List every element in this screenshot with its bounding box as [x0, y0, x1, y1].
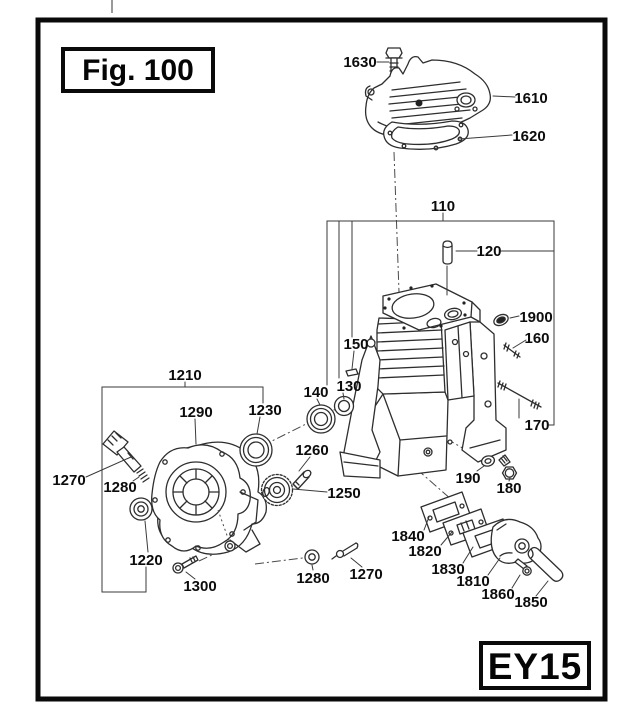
part-label-1210: 1210 — [168, 367, 202, 384]
oil-seal-1220-drawing — [130, 498, 152, 520]
pin-1850-drawing — [528, 548, 563, 582]
part-label-140: 140 — [303, 384, 329, 401]
part-label-1900: 1900 — [519, 309, 553, 326]
part-label-170: 170 — [524, 417, 550, 434]
part-label-1630: 1630 — [343, 54, 377, 71]
spring-1280a-drawing — [137, 469, 149, 482]
part-label-1820: 1820 — [408, 543, 442, 560]
part-label-120: 120 — [476, 243, 502, 260]
part-label-1830: 1830 — [431, 561, 465, 578]
part-label-130: 130 — [336, 378, 362, 395]
governor-gear-1250-drawing — [262, 475, 293, 506]
drain-plug-180-drawing — [499, 455, 517, 479]
part-label-180: 180 — [496, 480, 522, 497]
figure-title: Fig. 100 — [82, 54, 194, 87]
pin-1270b-drawing — [332, 543, 358, 559]
part-label-1840: 1840 — [391, 528, 425, 545]
part-label-1620: 1620 — [512, 128, 546, 145]
part-label-1250: 1250 — [327, 485, 361, 502]
part-label-160: 160 — [524, 330, 550, 347]
part-label-1220: 1220 — [129, 552, 163, 569]
head-gasket-1620-drawing — [384, 121, 469, 150]
bolt-1260-drawing — [293, 469, 312, 489]
part-label-1270a: 1270 — [52, 472, 86, 489]
washer-1280b-drawing — [305, 550, 319, 564]
part-label-1270b: 1270 — [349, 566, 383, 583]
part-label-1610: 1610 — [514, 90, 548, 107]
part-label-110: 110 — [430, 198, 456, 215]
part-label-1860: 1860 — [481, 586, 515, 603]
cylinder-block-110-drawing — [340, 284, 506, 478]
part-label-1280b: 1280 — [296, 570, 330, 587]
bolt-1300-drawing — [173, 556, 198, 573]
part-label-1810: 1810 — [456, 573, 490, 590]
figure-title-box — [63, 49, 213, 91]
governor-shaft-1270-drawing — [103, 431, 141, 472]
part-label-1260: 1260 — [295, 442, 329, 459]
dowel-pin-120-drawing — [443, 241, 452, 295]
key-150-drawing — [346, 369, 358, 376]
woodruff-key-1900-drawing — [492, 312, 510, 327]
ball-bearing-1230-drawing — [240, 434, 272, 466]
part-label-1230: 1230 — [248, 402, 282, 419]
part-label-1290: 1290 — [179, 404, 213, 421]
model-box — [481, 643, 589, 688]
part-label-1280a: 1280 — [103, 479, 137, 496]
part-label-1300: 1300 — [183, 578, 217, 595]
part-label-190: 190 — [455, 470, 481, 487]
model-code: EY15 — [487, 646, 583, 687]
part-label-150: 150 — [343, 336, 369, 353]
part-label-1850: 1850 — [514, 594, 548, 611]
ball-bearing-140-drawing — [307, 405, 335, 433]
